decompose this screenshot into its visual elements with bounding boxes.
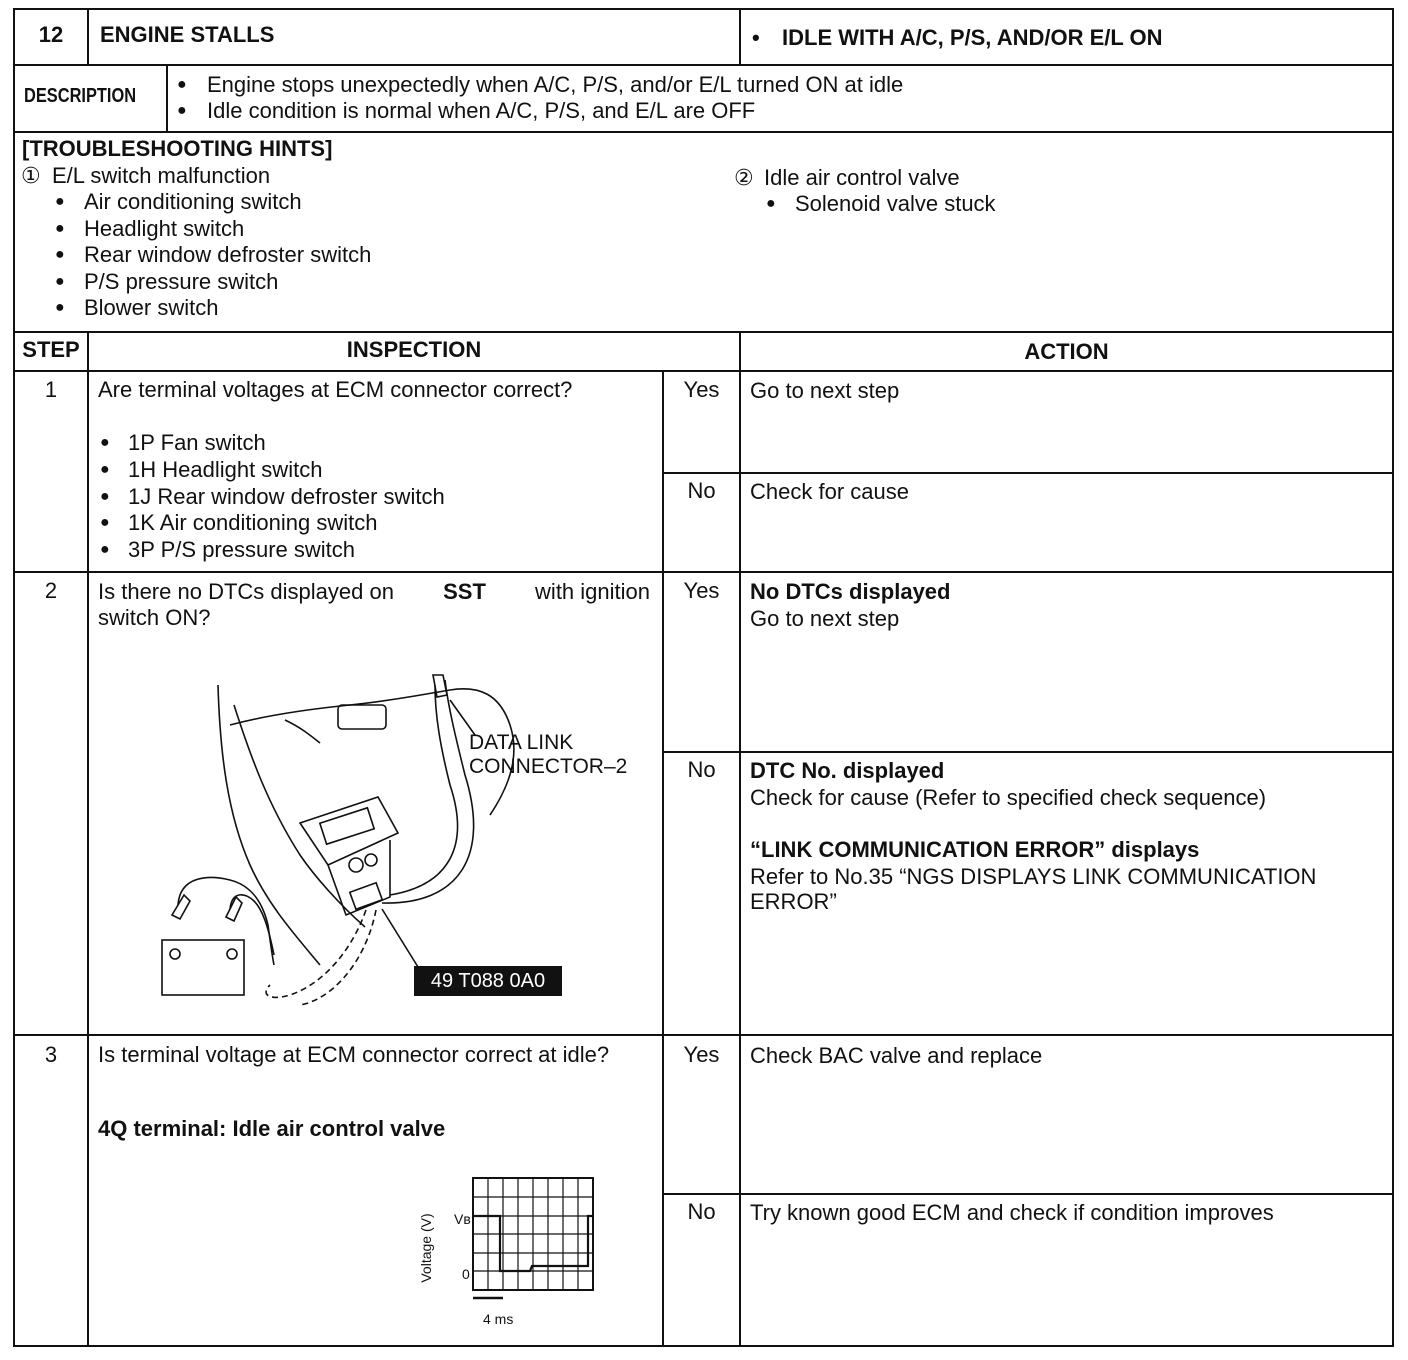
hints-title: [TROUBLESHOOTING HINTS] (22, 136, 333, 161)
waveform-graph (420, 1170, 610, 1335)
hint-item: Rear window defroster switch (84, 242, 372, 267)
step-bullet-item: 3P P/S pressure switch (128, 537, 356, 562)
graph-vb-label: Vʙ (454, 1211, 471, 1227)
rule-table-header-bottom (13, 370, 1394, 372)
step-bullet-item: 1P Fan switch (128, 430, 266, 455)
column-header-action: ACTION (1024, 339, 1109, 364)
graph-zero-label: 0 (462, 1266, 470, 1282)
rule-step3-yes-no (662, 1193, 1394, 1195)
hint-group-marker: ① (21, 163, 41, 188)
hint-item: Blower switch (84, 295, 219, 320)
dlc-callout: DATA LINK (469, 731, 574, 754)
yes-action: Go to next step (750, 606, 900, 631)
step-question-line2: switch ON? (98, 605, 211, 630)
rule-header-bottom (13, 64, 1394, 66)
graph-time-label: 4 ms (483, 1311, 514, 1327)
rule-description-bottom (13, 131, 1394, 133)
step-question-part: with ignition (535, 579, 650, 604)
step-bullet-item: 1J Rear window defroster switch (128, 484, 445, 509)
description-bullet: ● (177, 76, 187, 93)
rule-action-column (739, 331, 741, 1347)
no-action: Check for cause (750, 479, 909, 504)
step-bullet: ● (100, 461, 110, 478)
description-item: Engine stops unexpectedly when A/C, P/S, and/or E/L turned ON at idle (207, 72, 904, 97)
border-left (13, 8, 15, 1347)
dlc-bracket (338, 705, 386, 729)
section-number: 12 (38, 22, 64, 47)
description-label: DESCRIPTION (24, 85, 137, 107)
yes-label: Yes (683, 377, 720, 402)
no-label: No (687, 478, 716, 503)
dashboard-top (230, 690, 450, 725)
tester-body (300, 797, 398, 865)
description-item: Idle condition is normal when A/C, P/S, and E/L are OFF (207, 98, 756, 123)
step-question: Is terminal voltage at ECM connector correct at idle? (98, 1042, 610, 1067)
ngs-tester-illustration (150, 665, 570, 1015)
cable-to-dlc (390, 685, 458, 895)
no-action: ERROR” (750, 889, 837, 914)
yes-action: Go to next step (750, 378, 900, 403)
rule-step2-yes-no (662, 751, 1394, 753)
rule-hints-bottom (13, 331, 1394, 333)
step-number: 2 (44, 578, 58, 603)
terminal-spec: 4Q terminal: Idle air control valve (98, 1116, 446, 1141)
hint-group-title: E/L switch malfunction (52, 163, 271, 188)
no-heading: DTC No. displayed (750, 758, 945, 783)
rule-header-number-divider (87, 8, 89, 66)
hint-group-title: Idle air control valve (764, 165, 960, 190)
graph-grid (473, 1178, 593, 1290)
hint-bullet: ● (55, 273, 65, 290)
border-right (1392, 8, 1394, 1347)
step-bullet: ● (100, 514, 110, 531)
step-question-sst: SST (443, 579, 486, 604)
step-question-part: Is there no DTCs displayed on (98, 579, 394, 604)
battery-clip (226, 897, 242, 921)
dlc-callout: CONNECTOR–2 (469, 755, 628, 778)
hint-item: Headlight switch (84, 216, 245, 241)
hint-item: P/S pressure switch (84, 269, 279, 294)
rule-step-column (87, 331, 89, 1347)
hint-bullet: ● (55, 193, 65, 210)
no-action: Try known good ECM and check if condition improves (750, 1200, 1274, 1225)
part-number-pointer (382, 909, 418, 967)
condition-text: IDLE WITH A/C, P/S, AND/OR E/L ON (782, 25, 1163, 50)
column-header-step: STEP (22, 337, 80, 362)
rule-step1-yes-no (662, 472, 1394, 474)
tester-connector (350, 883, 382, 909)
battery-terminal-negative (227, 949, 237, 959)
rule-step2-bottom (13, 1034, 1394, 1036)
battery-terminal-positive (170, 949, 180, 959)
condition-bullet: • (752, 25, 760, 50)
border-top (13, 8, 1394, 10)
yes-label: Yes (683, 1042, 720, 1067)
section-title: ENGINE STALLS (100, 22, 275, 47)
step-number: 1 (44, 377, 58, 402)
yes-label: Yes (683, 578, 720, 603)
step-bullet: ● (100, 434, 110, 451)
tester-button (365, 854, 377, 866)
rule-step1-bottom (13, 571, 1394, 573)
dashboard-edge (218, 685, 320, 965)
hint-bullet: ● (55, 220, 65, 237)
hint-item: Solenoid valve stuck (795, 191, 996, 216)
rule-description-label-divider (166, 64, 168, 133)
step-bullet-item: 1H Headlight switch (128, 457, 323, 482)
battery-clip (172, 895, 190, 919)
step-question: Are terminal voltages at ECM connector correct? (98, 377, 573, 402)
dashed-cable (300, 910, 376, 1005)
hint-bullet: ● (766, 195, 776, 212)
sst-part-number: 49 T088 0A0 (414, 966, 562, 996)
no-label: No (687, 1199, 716, 1224)
graph-ylabel: Voltage (V) (418, 1213, 434, 1283)
hint-bullet: ● (55, 246, 65, 263)
hint-item: Air conditioning switch (84, 189, 302, 214)
step-bullet-item: 1K Air conditioning switch (128, 510, 378, 535)
hint-group-marker: ② (734, 165, 754, 190)
no-heading: “LINK COMMUNICATION ERROR” displays (750, 837, 1200, 862)
dashed-cable (266, 910, 366, 997)
description-bullet: ● (177, 102, 187, 119)
tester-button (349, 858, 363, 872)
border-bottom (13, 1345, 1394, 1347)
yes-heading: No DTCs displayed (750, 579, 951, 604)
battery-lead (178, 878, 274, 965)
step-bullet: ● (100, 541, 110, 558)
yes-action: Check BAC valve and replace (750, 1043, 1043, 1068)
dashboard-inner (285, 720, 320, 743)
no-label: No (687, 757, 716, 782)
hint-bullet: ● (55, 299, 65, 316)
step-bullet: ● (100, 488, 110, 505)
step-number: 3 (44, 1042, 58, 1067)
step-question (98, 579, 650, 605)
no-action: Check for cause (Refer to specified check sequence) (750, 785, 1267, 810)
rule-header-condition-divider (739, 8, 741, 66)
no-action: Refer to No.35 “NGS DISPLAYS LINK COMMUNICATION (750, 864, 1317, 889)
column-header-inspection: INSPECTION (346, 337, 482, 362)
